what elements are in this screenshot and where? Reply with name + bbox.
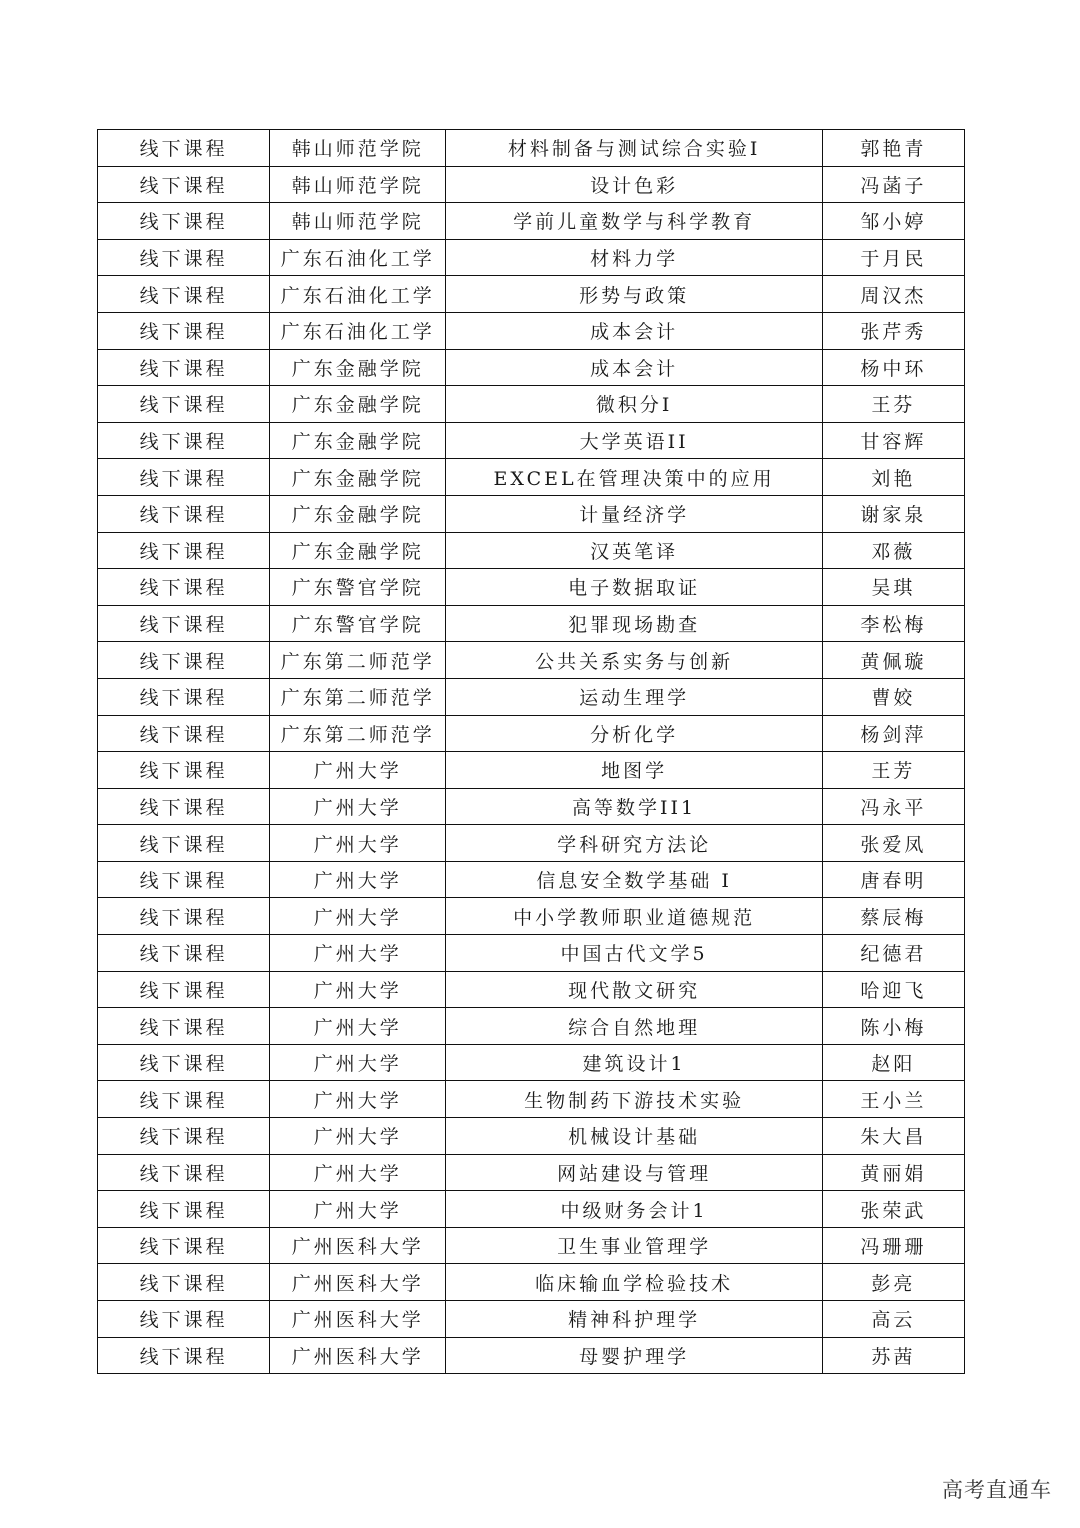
school-cell: 广州大学 [270,1191,446,1228]
course-name-cell: 汉英笔译 [446,532,822,569]
teacher-cell: 甘容辉 [822,422,964,459]
teacher-cell: 唐春明 [822,861,964,898]
course-name-cell: 材料制备与测试综合实验I [446,130,822,167]
school-cell: 广州大学 [270,861,446,898]
school-cell: 广东警官学院 [270,605,446,642]
teacher-cell: 朱大昌 [822,1118,964,1155]
course-name-cell: 成本会计 [446,312,822,349]
course-type-cell: 线下课程 [98,239,270,276]
course-name-cell: 设计色彩 [446,166,822,203]
course-name-cell: 大学英语II [446,422,822,459]
table-row [98,788,965,825]
course-type-cell: 线下课程 [98,276,270,313]
teacher-cell: 冯永平 [822,788,964,825]
course-type-cell: 线下课程 [98,203,270,240]
school-cell: 韩山师范学院 [270,166,446,203]
table-row [98,1154,965,1191]
table-row [98,130,965,167]
table-row [98,203,965,240]
school-cell: 广州大学 [270,971,446,1008]
school-cell: 韩山师范学院 [270,130,446,167]
school-cell: 广州医科大学 [270,1227,446,1264]
table-row [98,569,965,606]
course-type-cell: 线下课程 [98,1227,270,1264]
table-row [98,239,965,276]
course-type-cell: 线下课程 [98,861,270,898]
table-row [98,422,965,459]
course-name-cell: 形势与政策 [446,276,822,313]
table-row [98,1227,965,1264]
teacher-cell: 谢家泉 [822,495,964,532]
school-cell: 广东金融学院 [270,422,446,459]
school-cell: 广东金融学院 [270,495,446,532]
course-name-cell: 公共关系实务与创新 [446,642,822,679]
table-row [98,971,965,1008]
course-name-cell: 高等数学II1 [446,788,822,825]
course-name-cell: 电子数据取证 [446,569,822,606]
course-type-cell: 线下课程 [98,1301,270,1338]
teacher-cell: 彭亮 [822,1264,964,1301]
school-cell: 广东金融学院 [270,386,446,423]
table-row [98,752,965,789]
course-type-cell: 线下课程 [98,166,270,203]
teacher-cell: 刘艳 [822,459,964,496]
course-type-cell: 线下课程 [98,825,270,862]
course-type-cell: 线下课程 [98,386,270,423]
teacher-cell: 哈迎飞 [822,971,964,1008]
course-type-cell: 线下课程 [98,569,270,606]
course-type-cell: 线下课程 [98,1081,270,1118]
course-type-cell: 线下课程 [98,130,270,167]
course-name-cell: 学前儿童数学与科学教育 [446,203,822,240]
teacher-cell: 苏茜 [822,1337,964,1374]
course-name-cell: 学科研究方法论 [446,825,822,862]
course-name-cell: 精神科护理学 [446,1301,822,1338]
course-type-cell: 线下课程 [98,788,270,825]
table-row [98,1118,965,1155]
school-cell: 广东金融学院 [270,349,446,386]
school-cell: 广州大学 [270,1081,446,1118]
course-type-cell: 线下课程 [98,1337,270,1374]
school-cell: 韩山师范学院 [270,203,446,240]
course-type-cell: 线下课程 [98,1191,270,1228]
teacher-cell: 邹小婷 [822,203,964,240]
school-cell: 广州大学 [270,898,446,935]
course-name-cell: 中小学教师职业道德规范 [446,898,822,935]
course-name-cell: 分析化学 [446,715,822,752]
table-row [98,386,965,423]
course-name-cell: 微积分I [446,386,822,423]
course-type-cell: 线下课程 [98,752,270,789]
table-row [98,1081,965,1118]
teacher-cell: 王小兰 [822,1081,964,1118]
school-cell: 广州大学 [270,825,446,862]
course-type-cell: 线下课程 [98,422,270,459]
teacher-cell: 纪德君 [822,935,964,972]
course-name-cell: 机械设计基础 [446,1118,822,1155]
table-row [98,1301,965,1338]
teacher-cell: 张芹秀 [822,312,964,349]
teacher-cell: 曹姣 [822,678,964,715]
course-name-cell: 信息安全数学基础 I [446,861,822,898]
teacher-cell: 杨中环 [822,349,964,386]
school-cell: 广东石油化工学 [270,276,446,313]
table-row [98,349,965,386]
school-cell: 广东第二师范学 [270,678,446,715]
course-type-cell: 线下课程 [98,1044,270,1081]
table-row [98,861,965,898]
table-row [98,276,965,313]
school-cell: 广东石油化工学 [270,239,446,276]
course-name-cell: 生物制药下游技术实验 [446,1081,822,1118]
course-type-cell: 线下课程 [98,971,270,1008]
school-cell: 广州大学 [270,1154,446,1191]
teacher-cell: 高云 [822,1301,964,1338]
teacher-cell: 冯菡子 [822,166,964,203]
course-name-cell: 母婴护理学 [446,1337,822,1374]
table-row [98,532,965,569]
school-cell: 广州大学 [270,1044,446,1081]
table-row [98,166,965,203]
teacher-cell: 李松梅 [822,605,964,642]
teacher-cell: 邓薇 [822,532,964,569]
table-row [98,1191,965,1228]
school-cell: 广东第二师范学 [270,715,446,752]
course-type-cell: 线下课程 [98,349,270,386]
course-type-cell: 线下课程 [98,678,270,715]
teacher-cell: 黄佩璇 [822,642,964,679]
table-row [98,495,965,532]
table-row [98,605,965,642]
school-cell: 广州大学 [270,752,446,789]
watermark: 高考直通车 [942,1478,1052,1502]
table-row [98,642,965,679]
teacher-cell: 周汉杰 [822,276,964,313]
course-type-cell: 线下课程 [98,642,270,679]
table-row [98,459,965,496]
table-row [98,715,965,752]
teacher-cell: 王芬 [822,386,964,423]
teacher-cell: 赵阳 [822,1044,964,1081]
school-cell: 广州医科大学 [270,1264,446,1301]
course-type-cell: 线下课程 [98,532,270,569]
school-cell: 广东石油化工学 [270,312,446,349]
table-row [98,935,965,972]
course-type-cell: 线下课程 [98,605,270,642]
teacher-cell: 王芳 [822,752,964,789]
school-cell: 广东警官学院 [270,569,446,606]
teacher-cell: 杨剑萍 [822,715,964,752]
course-name-cell: 临床输血学检验技术 [446,1264,822,1301]
course-name-cell: 中级财务会计1 [446,1191,822,1228]
school-cell: 广州大学 [270,1008,446,1045]
table-row [98,678,965,715]
course-name-cell: 建筑设计1 [446,1044,822,1081]
course-type-cell: 线下课程 [98,1264,270,1301]
teacher-cell: 冯珊珊 [822,1227,964,1264]
course-name-cell: 综合自然地理 [446,1008,822,1045]
course-table [97,129,965,1374]
course-type-cell: 线下课程 [98,312,270,349]
course-name-cell: 运动生理学 [446,678,822,715]
school-cell: 广东金融学院 [270,532,446,569]
teacher-cell: 蔡辰梅 [822,898,964,935]
table-row [98,1337,965,1374]
course-type-cell: 线下课程 [98,495,270,532]
course-name-cell: 中国古代文学5 [446,935,822,972]
course-name-cell: 网站建设与管理 [446,1154,822,1191]
table-row [98,825,965,862]
course-type-cell: 线下课程 [98,1118,270,1155]
table-row [98,1044,965,1081]
teacher-cell: 黄丽娟 [822,1154,964,1191]
school-cell: 广东第二师范学 [270,642,446,679]
course-type-cell: 线下课程 [98,459,270,496]
teacher-cell: 张爱凤 [822,825,964,862]
teacher-cell: 于月民 [822,239,964,276]
course-name-cell: 地图学 [446,752,822,789]
course-name-cell: 卫生事业管理学 [446,1227,822,1264]
table-row [98,1008,965,1045]
course-type-cell: 线下课程 [98,1154,270,1191]
table-row [98,1264,965,1301]
teacher-cell: 张荣武 [822,1191,964,1228]
school-cell: 广州医科大学 [270,1337,446,1374]
school-cell: 广州医科大学 [270,1301,446,1338]
course-name-cell: 材料力学 [446,239,822,276]
course-type-cell: 线下课程 [98,898,270,935]
school-cell: 广州大学 [270,935,446,972]
school-cell: 广州大学 [270,788,446,825]
school-cell: 广州大学 [270,1118,446,1155]
course-type-cell: 线下课程 [98,1008,270,1045]
teacher-cell: 郭艳青 [822,130,964,167]
course-name-cell: 犯罪现场勘查 [446,605,822,642]
teacher-cell: 陈小梅 [822,1008,964,1045]
table-row [98,898,965,935]
course-table-body [98,130,965,1374]
school-cell: 广东金融学院 [270,459,446,496]
course-name-cell: EXCEL在管理决策中的应用 [446,459,822,496]
teacher-cell: 吴琪 [822,569,964,606]
course-type-cell: 线下课程 [98,715,270,752]
course-type-cell: 线下课程 [98,935,270,972]
course-name-cell: 计量经济学 [446,495,822,532]
course-name-cell: 成本会计 [446,349,822,386]
table-row [98,312,965,349]
course-name-cell: 现代散文研究 [446,971,822,1008]
